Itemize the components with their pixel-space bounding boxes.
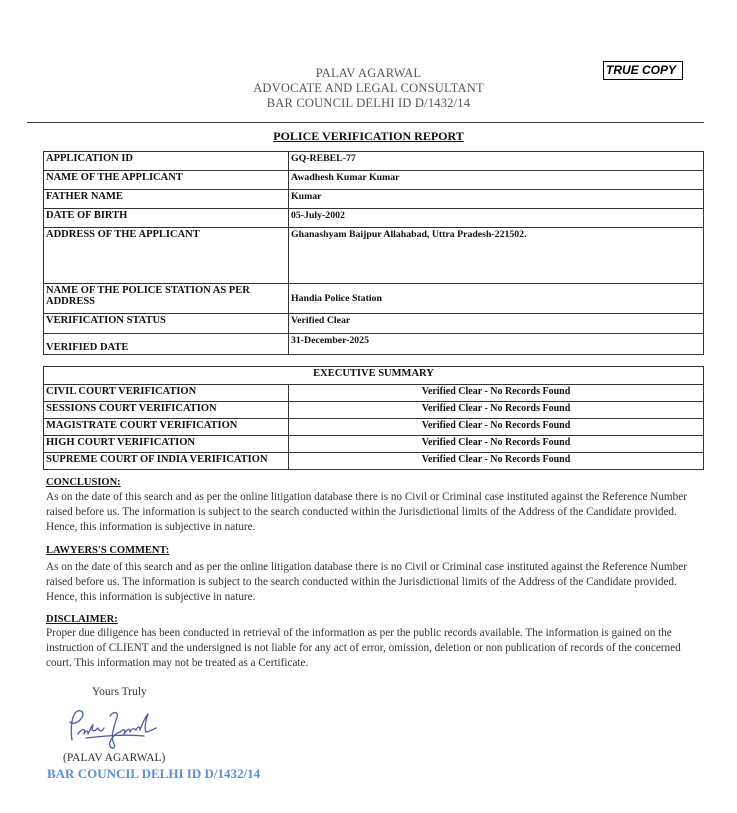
details-value: 05-July-2002 — [289, 209, 704, 228]
details-label: NAME OF THE APPLICANT — [44, 171, 289, 190]
summary-label: HIGH COURT VERIFICATION — [44, 436, 289, 453]
handwritten-signature — [64, 706, 164, 757]
summary-label: CIVIL COURT VERIFICATION — [44, 385, 289, 402]
details-label: APPLICATION ID — [44, 152, 289, 171]
details-value: Kumar — [289, 190, 704, 209]
details-row — [44, 171, 704, 190]
details-row — [44, 209, 704, 228]
signatory-name: (PALAV AGARWAL) — [63, 752, 166, 764]
conclusion-heading: CONCLUSION: — [46, 477, 121, 488]
details-row — [44, 228, 704, 284]
advocate-name: PALAV AGARWAL — [315, 66, 422, 80]
disclaimer-text: Proper due diligence has been conducted in retrieval of the information as per the public records available. The information is gained on the instruction of CLIENT and the undersigned is not liable for any act of error, omission, deletion or non publication of records of the concerned court. This information may not be treated as a Certificate. — [46, 627, 681, 669]
summary-value: Verified Clear - No Records Found — [289, 419, 704, 436]
summary-row — [44, 436, 704, 453]
summary-row — [44, 402, 704, 419]
summary-header-row — [44, 367, 704, 385]
summary-label: SESSIONS COURT VERIFICATION — [44, 402, 289, 419]
summary-row — [44, 419, 704, 436]
summary-label: SUPREME COURT OF INDIA VERIFICATION — [44, 453, 289, 470]
summary-value: Verified Clear - No Records Found — [289, 453, 704, 470]
lawyers-comment-heading: LAWYERS'S COMMENT: — [46, 545, 170, 556]
details-value: 31-December-2025 — [289, 334, 704, 355]
details-label: FATHER NAME — [44, 190, 289, 209]
summary-row — [44, 453, 704, 470]
true-copy-stamp: TRUE COPY — [603, 61, 683, 80]
executive-summary-table — [43, 366, 704, 470]
summary-value: Verified Clear - No Records Found — [289, 385, 704, 402]
summary-row — [44, 385, 704, 402]
summary-value: Verified Clear - No Records Found — [289, 436, 704, 453]
signatory-bar-id: BAR COUNCIL DELHI ID D/1432/14 — [47, 766, 261, 781]
details-row — [44, 190, 704, 209]
details-label: DATE OF BIRTH — [44, 209, 289, 228]
closing-yours-truly: Yours Truly — [92, 686, 147, 698]
conclusion-text: As on the date of this search and as per the online litigation database there is no Civil or Criminal case instituted against the Reference Number raised before us. The information is subject to the search conducted within the Jurisdictional limits of the Address of the Candidate provided. Hence, this information is subjective in nature. — [46, 491, 687, 533]
details-label: VERIFICATION STATUS — [44, 314, 289, 334]
details-label: VERIFIED DATE — [44, 334, 289, 355]
details-row — [44, 334, 704, 355]
disclaimer-heading: DISCLAIMER: — [46, 614, 118, 625]
details-row — [44, 152, 704, 171]
details-value: Ghanashyam Baijpur Allahabad, Uttra Pradesh-221502. — [289, 228, 704, 284]
details-label: NAME OF THE POLICE STATION AS PER ADDRESS — [44, 284, 289, 314]
details-label: ADDRESS OF THE APPLICANT — [44, 228, 289, 284]
header-divider — [27, 122, 704, 123]
summary-label: MAGISTRATE COURT VERIFICATION — [44, 419, 289, 436]
lawyers-comment-text: As on the date of this search and as per the online litigation database there is no Civil or Criminal case instituted against the Reference Number raised before us. The information is subject to the search conducted within the Jurisdictional limits of the Address of the Candidate provided. Hence, this information is subjective in nature. — [46, 561, 687, 603]
advocate-bar-id: BAR COUNCIL DELHI ID D/1432/14 — [266, 96, 471, 110]
details-value: Handia Police Station — [289, 284, 704, 314]
details-value: Awadhesh Kumar Kumar — [289, 171, 704, 190]
details-value: Verified Clear — [289, 314, 704, 334]
summary-value: Verified Clear - No Records Found — [289, 402, 704, 419]
details-row — [44, 284, 704, 314]
report-title: POLICE VERIFICATION REPORT — [273, 129, 464, 143]
applicant-details-table — [43, 151, 704, 355]
advocate-role: ADVOCATE AND LEGAL CONSULTANT — [253, 81, 484, 95]
details-row — [44, 314, 704, 334]
executive-summary-heading: EXECUTIVE SUMMARY — [44, 367, 704, 385]
details-value: GQ-REBEL-77 — [289, 152, 704, 171]
